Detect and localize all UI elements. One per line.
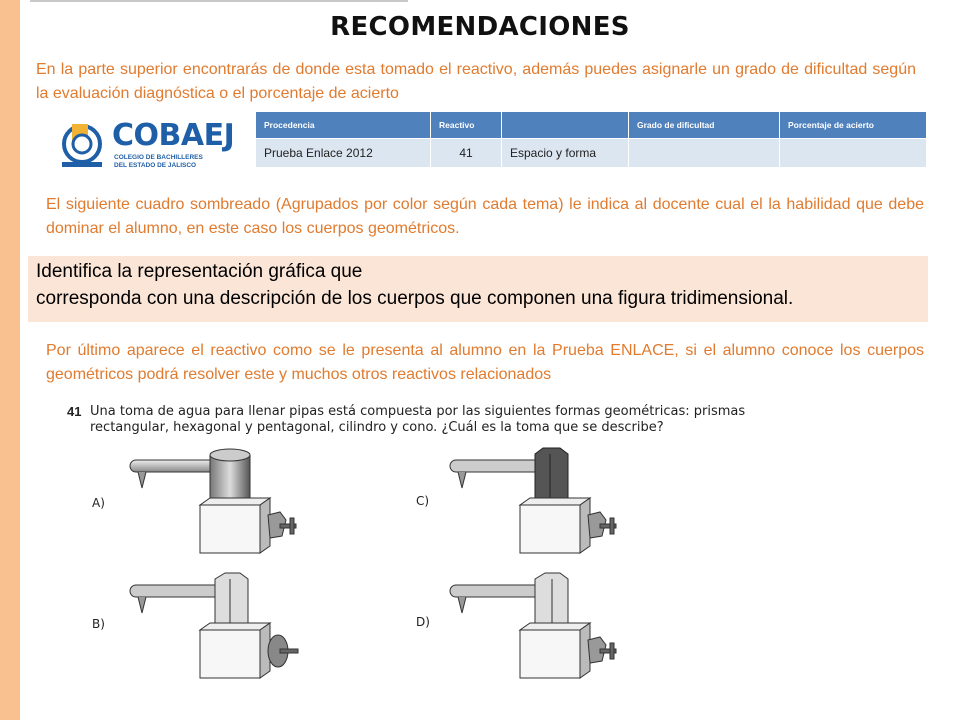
skill-line-2: corresponda con una descripción de los cuerpos que componen una figura tridimensional.	[36, 288, 794, 309]
table-row	[256, 139, 927, 168]
header-grado-dificultad: Grado de dificultad	[629, 112, 780, 139]
header-blank	[502, 112, 629, 139]
cell-porcentaje-acierto[interactable]	[780, 139, 927, 168]
logo-emblem-icon	[58, 116, 106, 170]
option-d-faucet-figure	[440, 565, 620, 695]
question-number: 41	[67, 404, 82, 419]
table-header-row	[256, 112, 927, 139]
header-procedencia: Procedencia	[256, 112, 431, 139]
intro-paragraph: En la parte superior encontrarás de donde esta tomado el reactivo, además puedes asignarle un grado de dificultad según la evaluación diagnóstica o el porcentaje de acierto	[36, 61, 916, 102]
cell-grado-dificultad[interactable]	[629, 139, 780, 168]
question-text: Una toma de agua para llenar pipas está compuesta por las siguientes formas geométricas: prismas rectangular, hexagonal y pentagonal, cilindro y cono. ¿Cuál es la toma que se describe?	[90, 404, 746, 435]
cell-procedencia: Prueba Enlace 2012	[256, 139, 431, 168]
header-porcentaje-acierto: Porcentaje de acierto	[780, 112, 927, 139]
header-reactivo: Reactivo	[431, 112, 502, 139]
option-c-faucet-figure	[440, 440, 620, 570]
skill-text	[36, 258, 926, 312]
option-b-faucet-figure	[120, 565, 300, 695]
option-a-label: A)	[92, 496, 105, 510]
skill-line-1: Identifica la representación gráfica que	[36, 261, 363, 282]
option-d-label: D)	[416, 615, 430, 629]
top-divider	[30, 0, 408, 2]
option-a-faucet-figure	[120, 440, 300, 570]
final-note-paragraph: Por último aparece el reactivo como se le presenta al alumno en la Prueba ENLACE, si el alumno conoce los cuerpos geométricos podrá resolver este y muchos otros reactivos relacionados	[46, 342, 924, 383]
logo-name: COBAEJ	[112, 118, 235, 153]
option-b-label: B)	[92, 617, 105, 631]
shaded-note-paragraph: El siguiente cuadro sombreado (Agrupados por color según cada tema) le indica al docente cual el la habilidad que debe dominar el alumno, en este caso los cuerpos geométricos.	[46, 196, 924, 237]
logo-subtitle: COLEGIO DE BACHILLERES DEL ESTADO DE JALISCO	[114, 154, 203, 169]
cell-reactivo: 41	[431, 139, 502, 168]
cell-tema: Espacio y forma	[502, 139, 629, 168]
page-title: RECOMENDACIONES	[330, 12, 630, 42]
cobaej-logo	[58, 116, 248, 170]
reactivo-info-table	[255, 111, 927, 168]
option-c-label: C)	[416, 494, 430, 508]
left-accent-stripe	[0, 0, 20, 720]
